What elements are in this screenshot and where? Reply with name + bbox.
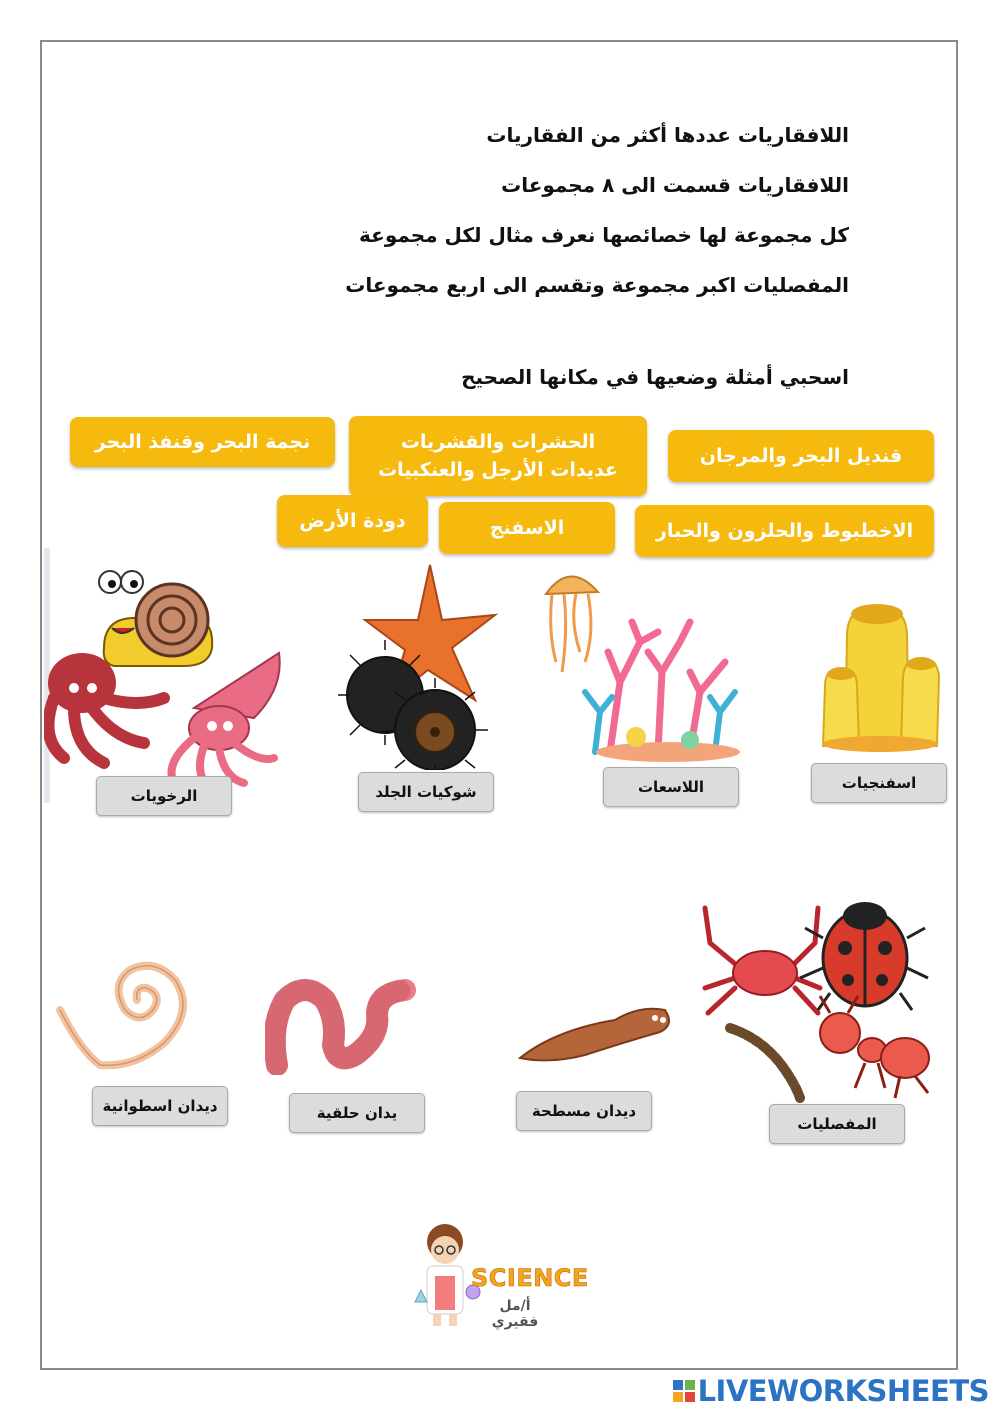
sponges-picture-icon (815, 596, 945, 754)
label-cnidarians[interactable]: اللاسعات (603, 767, 739, 807)
chip-insects-crustaceans[interactable]: الحشرات والقشريات عديدات الأرجل والعنكبيات (349, 416, 647, 496)
flatworm-picture-icon (515, 1000, 675, 1065)
author-name: أ/مل فقيري (491, 1298, 539, 1330)
liveworksheets-text: LIVEWORKSHEETS (697, 1374, 989, 1408)
science-logo (405, 1220, 595, 1330)
chip-earthworm[interactable]: دودة الأرض (277, 495, 428, 547)
chip-jellyfish-coral[interactable]: قنديل البحر والمرجان (668, 430, 934, 482)
liveworksheets-brand[interactable] (673, 1374, 989, 1408)
chip-starfish-urchin[interactable]: نجمة البحر وقنفذ البحر (70, 417, 335, 467)
cnidarians-picture-icon (540, 562, 745, 767)
roundworm-picture-icon (55, 950, 220, 1075)
chip-sponge[interactable]: الاسفنج (439, 502, 615, 554)
arthropods-picture-icon (700, 888, 935, 1103)
label-mollusks[interactable]: الرخويات (96, 776, 232, 816)
liveworksheets-logo-icon (673, 1380, 695, 1402)
chip-octopus-snail-squid[interactable]: الاخطبوط والحلزون والحبار (635, 505, 934, 557)
intro-line-4: المفصليات اكبر مجموعة وتقسم الى اربع مجموعات (345, 273, 849, 297)
label-arthropods[interactable]: المفصليات (769, 1104, 905, 1144)
echinoderms-picture-icon (330, 560, 500, 770)
label-roundworms[interactable]: ديدان اسطوانية (92, 1086, 228, 1126)
intro-line-2: اللافقاريات قسمت الى ٨ مجموعات (501, 173, 849, 197)
label-segmented-worms[interactable]: يدان حلقية (289, 1093, 425, 1133)
mollusks-picture-icon (44, 548, 294, 803)
intro-line-1: اللافقاريات عددها أكثر من الفقاريات (486, 123, 849, 147)
segmented-worm-picture-icon (265, 975, 425, 1075)
label-sponges[interactable]: اسفنجيات (811, 763, 947, 803)
label-echinoderms[interactable]: شوكيات الجلد (358, 772, 494, 812)
intro-line-3: كل مجموعة لها خصائصها نعرف مثال لكل مجموعة (359, 223, 849, 247)
science-title: SCIENCE (471, 1264, 589, 1292)
instruction-text: اسحبي أمثلة وضعيها في مكانها الصحيح (461, 365, 849, 389)
intro-text (329, 118, 849, 318)
label-flatworms[interactable]: ديدان مسطحة (516, 1091, 652, 1131)
